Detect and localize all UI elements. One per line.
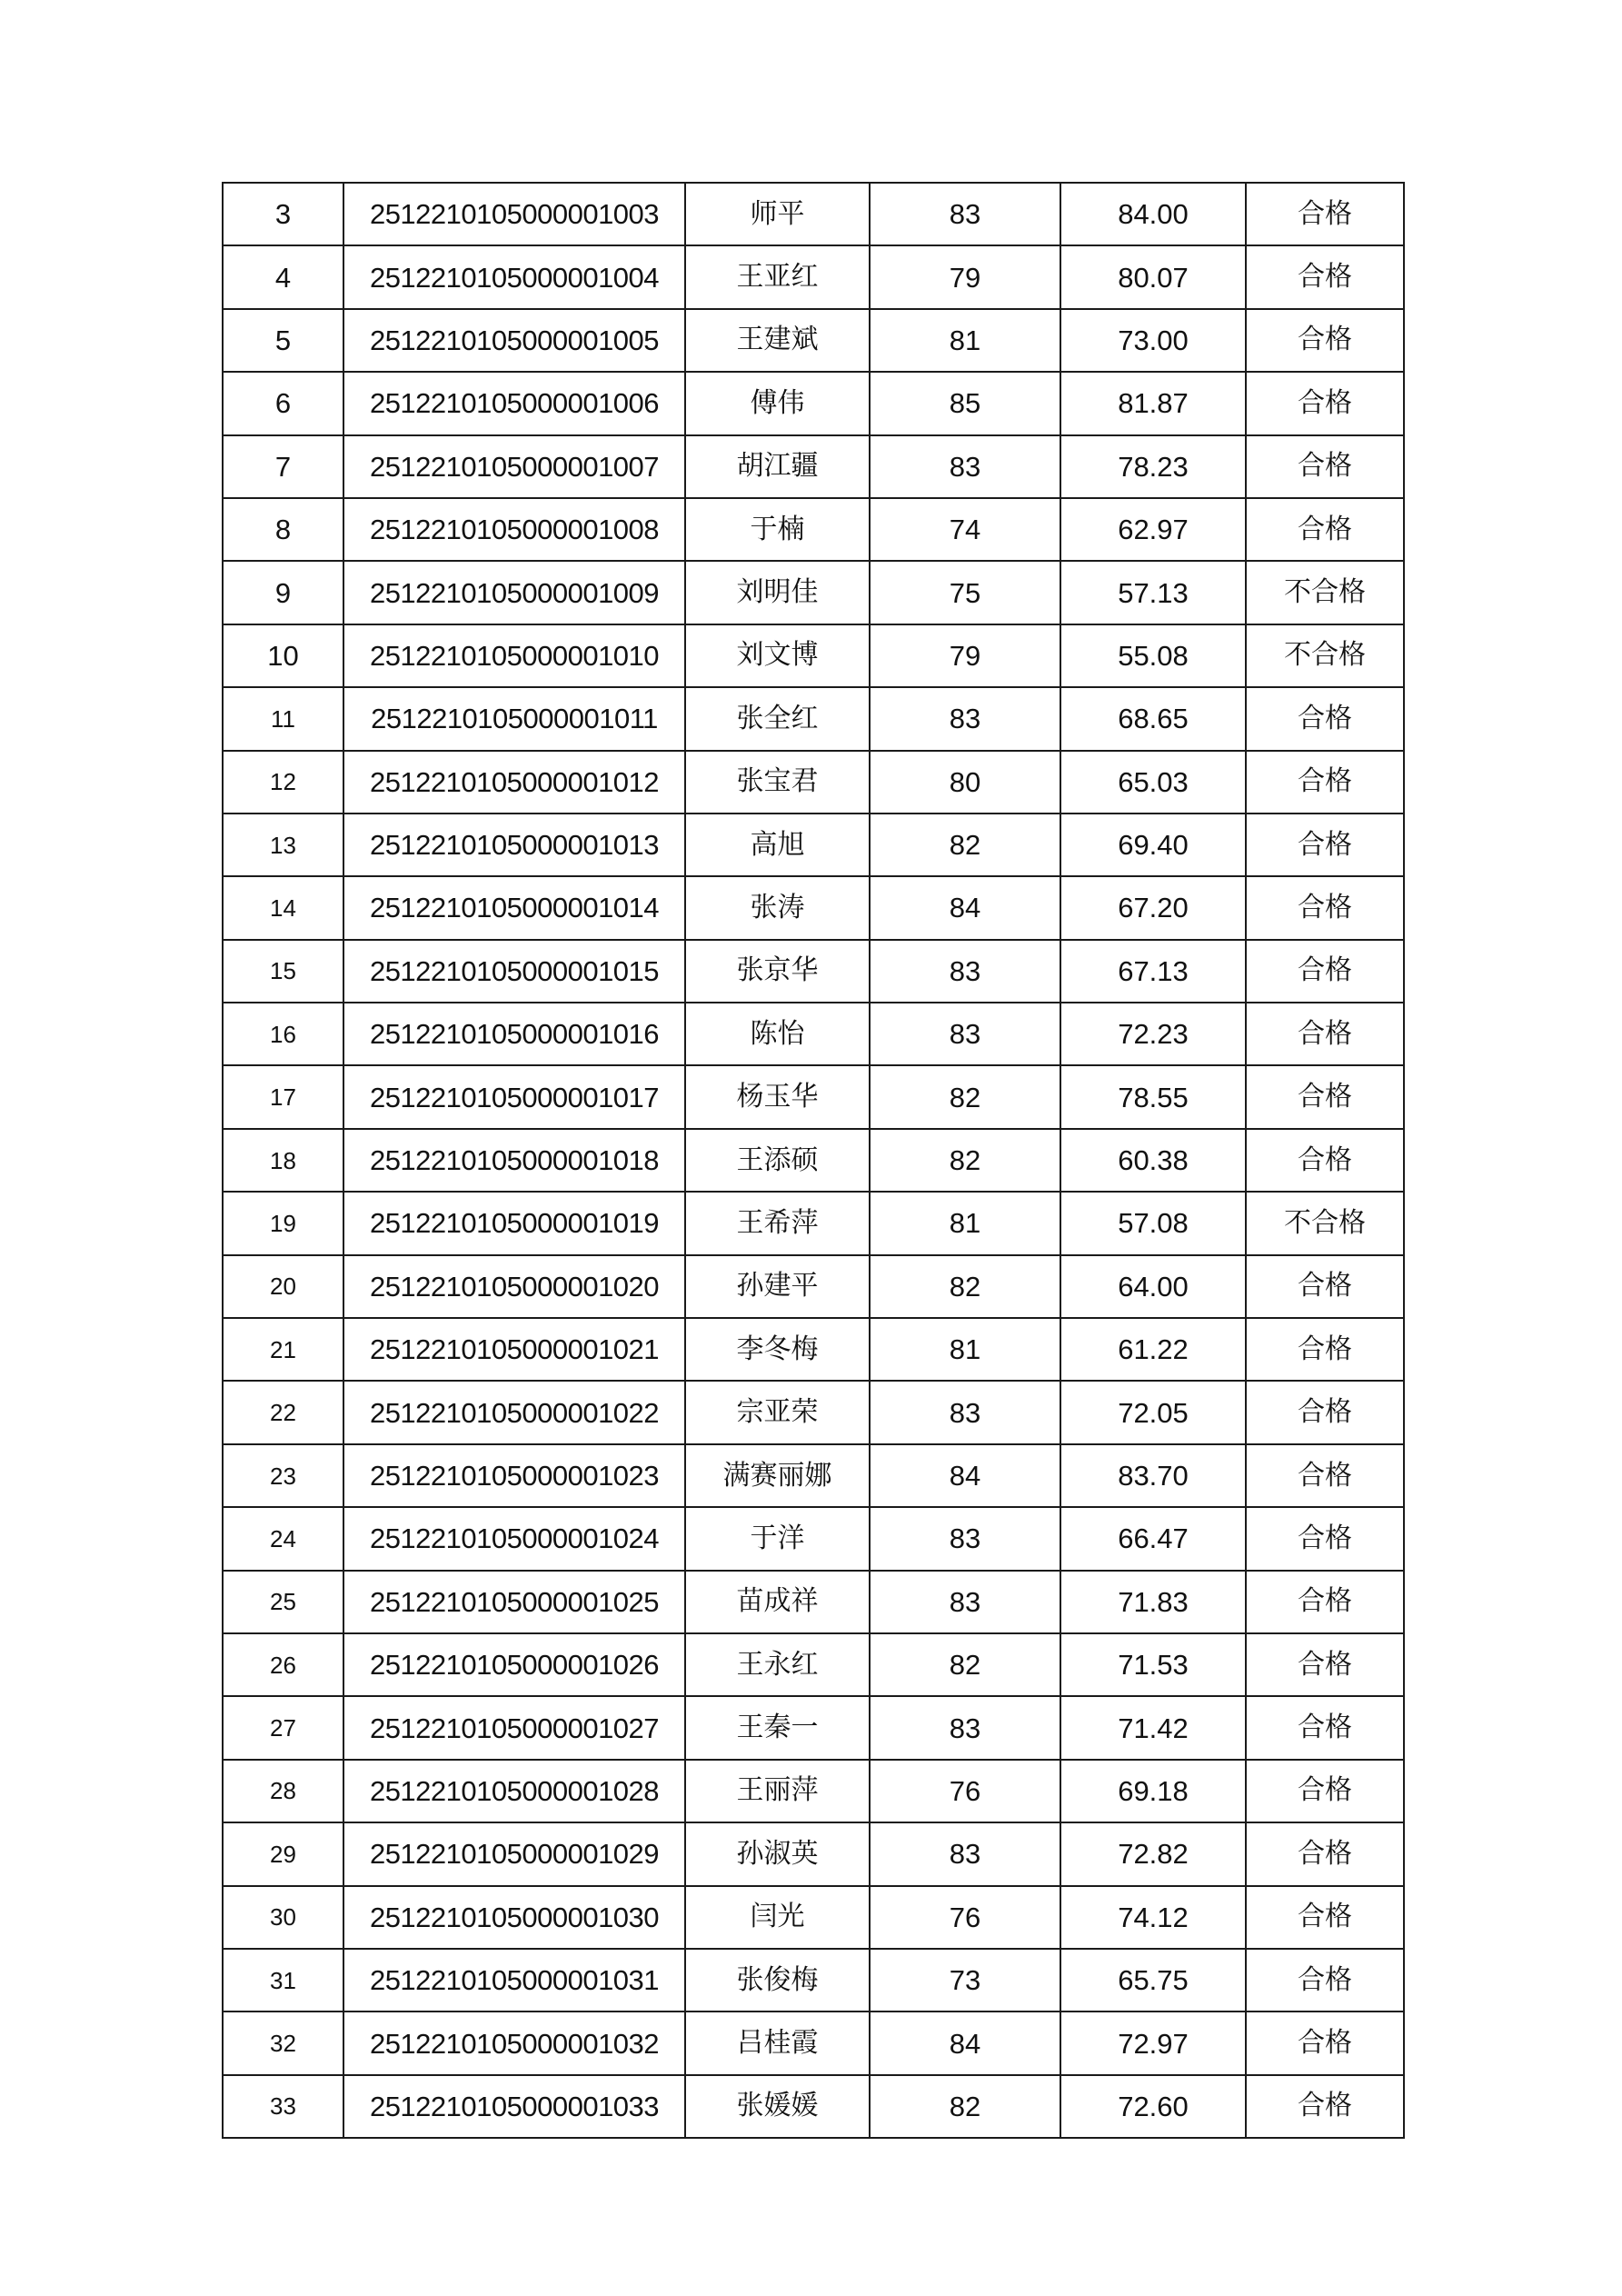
id-cell: 2512210105000001004 <box>343 245 685 308</box>
score2-cell: 60.38 <box>1060 1129 1246 1192</box>
table-row <box>223 498 1404 561</box>
result-cell: 合格 <box>1246 814 1404 876</box>
id-cell: 2512210105000001009 <box>343 561 685 624</box>
table-row <box>223 1318 1404 1381</box>
seq-cell: 22 <box>223 1381 343 1443</box>
id-cell: 2512210105000001010 <box>343 624 685 687</box>
table-row <box>223 814 1404 876</box>
seq-cell: 11 <box>223 687 343 750</box>
name-cell: 孙建平 <box>685 1255 870 1318</box>
table-row <box>223 1444 1404 1507</box>
score2-cell: 72.23 <box>1060 1003 1246 1065</box>
id-cell: 2512210105000001028 <box>343 1760 685 1822</box>
results-table-body <box>223 183 1404 2138</box>
score1-cell: 75 <box>870 561 1060 624</box>
score1-cell: 84 <box>870 2011 1060 2074</box>
id-cell: 2512210105000001032 <box>343 2011 685 2074</box>
score1-cell: 83 <box>870 1696 1060 1759</box>
seq-cell: 6 <box>223 372 343 434</box>
result-cell: 合格 <box>1246 435 1404 498</box>
score2-cell: 81.87 <box>1060 372 1246 434</box>
table-row <box>223 876 1404 939</box>
result-cell: 合格 <box>1246 1381 1404 1443</box>
seq-cell: 23 <box>223 1444 343 1507</box>
table-row <box>223 1065 1404 1128</box>
result-cell: 合格 <box>1246 1822 1404 1885</box>
name-cell: 张媛媛 <box>685 2075 870 2138</box>
score2-cell: 65.03 <box>1060 751 1246 814</box>
score1-cell: 76 <box>870 1760 1060 1822</box>
score1-cell: 82 <box>870 1129 1060 1192</box>
seq-cell: 9 <box>223 561 343 624</box>
id-cell: 2512210105000001024 <box>343 1507 685 1570</box>
name-cell: 李冬梅 <box>685 1318 870 1381</box>
score1-cell: 74 <box>870 498 1060 561</box>
id-cell: 2512210105000001018 <box>343 1129 685 1192</box>
seq-cell: 32 <box>223 2011 343 2074</box>
score1-cell: 83 <box>870 1381 1060 1443</box>
seq-cell: 12 <box>223 751 343 814</box>
name-cell: 王希萍 <box>685 1192 870 1254</box>
name-cell: 王永红 <box>685 1633 870 1696</box>
result-cell: 合格 <box>1246 183 1404 245</box>
score2-cell: 55.08 <box>1060 624 1246 687</box>
id-cell: 2512210105000001030 <box>343 1886 685 1949</box>
seq-cell: 33 <box>223 2075 343 2138</box>
table-row <box>223 1886 1404 1949</box>
result-cell: 合格 <box>1246 687 1404 750</box>
result-cell: 合格 <box>1246 1318 1404 1381</box>
name-cell: 张宝君 <box>685 751 870 814</box>
name-cell: 吕桂霞 <box>685 2011 870 2074</box>
seq-cell: 7 <box>223 435 343 498</box>
score1-cell: 83 <box>870 687 1060 750</box>
table-row <box>223 2011 1404 2074</box>
score2-cell: 68.65 <box>1060 687 1246 750</box>
result-cell: 不合格 <box>1246 561 1404 624</box>
score2-cell: 83.70 <box>1060 1444 1246 1507</box>
table-row <box>223 1822 1404 1885</box>
score1-cell: 73 <box>870 1949 1060 2011</box>
table-row <box>223 687 1404 750</box>
result-cell: 合格 <box>1246 1255 1404 1318</box>
id-cell: 2512210105000001017 <box>343 1065 685 1128</box>
seq-cell: 21 <box>223 1318 343 1381</box>
name-cell: 宗亚荣 <box>685 1381 870 1443</box>
score1-cell: 83 <box>870 435 1060 498</box>
table-row <box>223 561 1404 624</box>
id-cell: 2512210105000001014 <box>343 876 685 939</box>
id-cell: 2512210105000001025 <box>343 1571 685 1633</box>
id-cell: 2512210105000001007 <box>343 435 685 498</box>
score1-cell: 85 <box>870 372 1060 434</box>
table-row <box>223 1381 1404 1443</box>
score2-cell: 71.42 <box>1060 1696 1246 1759</box>
seq-cell: 27 <box>223 1696 343 1759</box>
result-cell: 合格 <box>1246 1633 1404 1696</box>
id-cell: 2512210105000001027 <box>343 1696 685 1759</box>
id-cell: 2512210105000001013 <box>343 814 685 876</box>
name-cell: 苗成祥 <box>685 1571 870 1633</box>
result-cell: 合格 <box>1246 1129 1404 1192</box>
result-cell: 合格 <box>1246 372 1404 434</box>
score2-cell: 65.75 <box>1060 1949 1246 2011</box>
name-cell: 王建斌 <box>685 309 870 372</box>
seq-cell: 5 <box>223 309 343 372</box>
seq-cell: 30 <box>223 1886 343 1949</box>
score2-cell: 84.00 <box>1060 183 1246 245</box>
score2-cell: 62.97 <box>1060 498 1246 561</box>
table-row <box>223 183 1404 245</box>
table-row <box>223 940 1404 1003</box>
score1-cell: 83 <box>870 940 1060 1003</box>
result-cell: 合格 <box>1246 1760 1404 1822</box>
id-cell: 2512210105000001023 <box>343 1444 685 1507</box>
score1-cell: 84 <box>870 876 1060 939</box>
id-cell: 2512210105000001005 <box>343 309 685 372</box>
result-cell: 合格 <box>1246 1696 1404 1759</box>
table-row <box>223 435 1404 498</box>
seq-cell: 24 <box>223 1507 343 1570</box>
name-cell: 张京华 <box>685 940 870 1003</box>
score1-cell: 84 <box>870 1444 1060 1507</box>
name-cell: 张俊梅 <box>685 1949 870 2011</box>
table-row <box>223 1696 1404 1759</box>
id-cell: 2512210105000001031 <box>343 1949 685 2011</box>
table-row <box>223 1507 1404 1570</box>
name-cell: 孙淑英 <box>685 1822 870 1885</box>
id-cell: 2512210105000001026 <box>343 1633 685 1696</box>
score1-cell: 82 <box>870 1255 1060 1318</box>
seq-cell: 8 <box>223 498 343 561</box>
name-cell: 王丽萍 <box>685 1760 870 1822</box>
score1-cell: 79 <box>870 624 1060 687</box>
id-cell: 2512210105000001003 <box>343 183 685 245</box>
score1-cell: 76 <box>870 1886 1060 1949</box>
id-cell: 2512210105000001006 <box>343 372 685 434</box>
id-cell: 2512210105000001021 <box>343 1318 685 1381</box>
score2-cell: 57.08 <box>1060 1192 1246 1254</box>
score2-cell: 69.40 <box>1060 814 1246 876</box>
score2-cell: 71.83 <box>1060 1571 1246 1633</box>
score2-cell: 64.00 <box>1060 1255 1246 1318</box>
seq-cell: 18 <box>223 1129 343 1192</box>
score1-cell: 83 <box>870 1507 1060 1570</box>
score2-cell: 72.82 <box>1060 1822 1246 1885</box>
result-cell: 合格 <box>1246 1065 1404 1128</box>
seq-cell: 28 <box>223 1760 343 1822</box>
seq-cell: 20 <box>223 1255 343 1318</box>
seq-cell: 13 <box>223 814 343 876</box>
name-cell: 高旭 <box>685 814 870 876</box>
score2-cell: 72.97 <box>1060 2011 1246 2074</box>
result-cell: 合格 <box>1246 498 1404 561</box>
result-cell: 合格 <box>1246 1444 1404 1507</box>
result-cell: 合格 <box>1246 245 1404 308</box>
result-cell: 合格 <box>1246 876 1404 939</box>
table-row <box>223 1255 1404 1318</box>
score1-cell: 83 <box>870 1822 1060 1885</box>
score1-cell: 82 <box>870 2075 1060 2138</box>
seq-cell: 26 <box>223 1633 343 1696</box>
score2-cell: 69.18 <box>1060 1760 1246 1822</box>
id-cell: 2512210105000001011 <box>343 687 685 750</box>
name-cell: 张涛 <box>685 876 870 939</box>
score2-cell: 74.12 <box>1060 1886 1246 1949</box>
table-row <box>223 309 1404 372</box>
score2-cell: 80.07 <box>1060 245 1246 308</box>
name-cell: 王添硕 <box>685 1129 870 1192</box>
seq-cell: 19 <box>223 1192 343 1254</box>
seq-cell: 29 <box>223 1822 343 1885</box>
result-cell: 合格 <box>1246 309 1404 372</box>
id-cell: 2512210105000001022 <box>343 1381 685 1443</box>
table-row <box>223 624 1404 687</box>
result-cell: 合格 <box>1246 1886 1404 1949</box>
name-cell: 于洋 <box>685 1507 870 1570</box>
score1-cell: 81 <box>870 1318 1060 1381</box>
seq-cell: 31 <box>223 1949 343 2011</box>
seq-cell: 10 <box>223 624 343 687</box>
result-cell: 合格 <box>1246 2075 1404 2138</box>
name-cell: 杨玉华 <box>685 1065 870 1128</box>
result-cell: 合格 <box>1246 2011 1404 2074</box>
id-cell: 2512210105000001016 <box>343 1003 685 1065</box>
score2-cell: 71.53 <box>1060 1633 1246 1696</box>
table-row <box>223 1192 1404 1254</box>
id-cell: 2512210105000001012 <box>343 751 685 814</box>
table-row <box>223 372 1404 434</box>
result-cell: 合格 <box>1246 1003 1404 1065</box>
score1-cell: 81 <box>870 309 1060 372</box>
name-cell: 满赛丽娜 <box>685 1444 870 1507</box>
table-row <box>223 1760 1404 1822</box>
score1-cell: 82 <box>870 814 1060 876</box>
table-row <box>223 1949 1404 2011</box>
name-cell: 刘文博 <box>685 624 870 687</box>
name-cell: 于楠 <box>685 498 870 561</box>
score2-cell: 73.00 <box>1060 309 1246 372</box>
seq-cell: 14 <box>223 876 343 939</box>
seq-cell: 15 <box>223 940 343 1003</box>
table-row <box>223 751 1404 814</box>
name-cell: 闫光 <box>685 1886 870 1949</box>
score2-cell: 78.23 <box>1060 435 1246 498</box>
name-cell: 张全红 <box>685 687 870 750</box>
score2-cell: 72.05 <box>1060 1381 1246 1443</box>
name-cell: 王亚红 <box>685 245 870 308</box>
seq-cell: 17 <box>223 1065 343 1128</box>
result-cell: 合格 <box>1246 751 1404 814</box>
score1-cell: 80 <box>870 751 1060 814</box>
table-row <box>223 2075 1404 2138</box>
table-row <box>223 1003 1404 1065</box>
score2-cell: 61.22 <box>1060 1318 1246 1381</box>
results-table <box>222 182 1405 2139</box>
name-cell: 师平 <box>685 183 870 245</box>
name-cell: 王秦一 <box>685 1696 870 1759</box>
seq-cell: 4 <box>223 245 343 308</box>
score2-cell: 72.60 <box>1060 2075 1246 2138</box>
id-cell: 2512210105000001015 <box>343 940 685 1003</box>
id-cell: 2512210105000001029 <box>343 1822 685 1885</box>
result-cell: 合格 <box>1246 1507 1404 1570</box>
name-cell: 刘明佳 <box>685 561 870 624</box>
result-cell: 合格 <box>1246 1949 1404 2011</box>
score2-cell: 67.13 <box>1060 940 1246 1003</box>
id-cell: 2512210105000001008 <box>343 498 685 561</box>
seq-cell: 16 <box>223 1003 343 1065</box>
score1-cell: 79 <box>870 245 1060 308</box>
table-row <box>223 1633 1404 1696</box>
result-cell: 不合格 <box>1246 624 1404 687</box>
id-cell: 2512210105000001033 <box>343 2075 685 2138</box>
result-cell: 不合格 <box>1246 1192 1404 1254</box>
score1-cell: 82 <box>870 1065 1060 1128</box>
score2-cell: 57.13 <box>1060 561 1246 624</box>
id-cell: 2512210105000001019 <box>343 1192 685 1254</box>
seq-cell: 25 <box>223 1571 343 1633</box>
score1-cell: 81 <box>870 1192 1060 1254</box>
score1-cell: 83 <box>870 183 1060 245</box>
score2-cell: 66.47 <box>1060 1507 1246 1570</box>
result-cell: 合格 <box>1246 1571 1404 1633</box>
id-cell: 2512210105000001020 <box>343 1255 685 1318</box>
score1-cell: 83 <box>870 1003 1060 1065</box>
result-cell: 合格 <box>1246 940 1404 1003</box>
name-cell: 陈怡 <box>685 1003 870 1065</box>
table-row <box>223 1129 1404 1192</box>
table-row <box>223 1571 1404 1633</box>
score1-cell: 83 <box>870 1571 1060 1633</box>
seq-cell: 3 <box>223 183 343 245</box>
name-cell: 胡江疆 <box>685 435 870 498</box>
score1-cell: 82 <box>870 1633 1060 1696</box>
table-row <box>223 245 1404 308</box>
score2-cell: 78.55 <box>1060 1065 1246 1128</box>
score2-cell: 67.20 <box>1060 876 1246 939</box>
name-cell: 傅伟 <box>685 372 870 434</box>
